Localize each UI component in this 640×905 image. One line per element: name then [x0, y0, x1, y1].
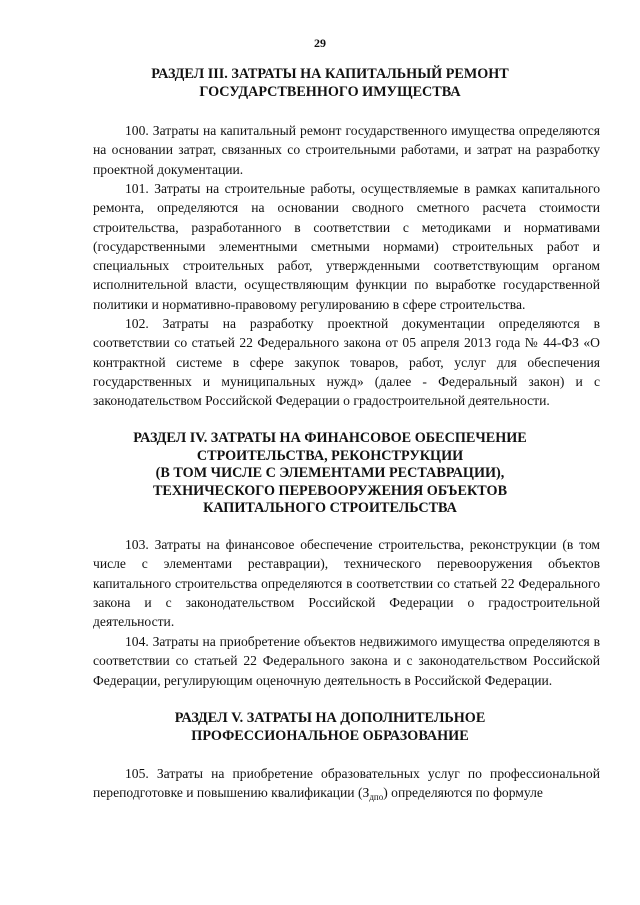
section-4-heading — [60, 430, 600, 518]
formula-symbol: $(З_{дпо})$ — [357, 785, 388, 803]
section-5-heading-line: ПРОФЕССИОНАЛЬНОЕ ОБРАЗОВАНИЕ — [191, 727, 469, 744]
paragraph-102: 102. Затраты на разработку проектной документации определяются в соответствии со статьей 22 Федерального закона от 05 апреля 2013 года № 44-ФЗ «О контрактной системе в сфере закупок товаров, работ, услуг для обеспечения государственных и муниципальных нужд» (далее - Федеральный закон) и с законодательством Российской Федерации о градостроительной деятельности. — [93, 316, 600, 409]
formula-symbol-subscript: дпо — [369, 792, 384, 803]
section-4-heading-line: ТЕХНИЧЕСКОГО ПЕРЕВООРУЖЕНИЯ ОБЪЕКТОВ — [152, 482, 508, 499]
section-4-heading-line: (В ТОМ ЧИСЛЕ С ЭЛЕМЕНТАМИ РЕСТАВРАЦИИ), — [155, 465, 505, 481]
section-5-heading-line: РАЗДЕЛ V. ЗАТРАТЫ НА ДОПОЛНИТЕЛЬНОЕ — [174, 710, 486, 726]
section-4-heading-line: КАПИТАЛЬНОГО СТРОИТЕЛЬСТВА — [203, 500, 457, 516]
section-3-heading — [60, 66, 600, 101]
section-3-heading-line: РАЗДЕЛ III. ЗАТРАТЫ НА КАПИТАЛЬНЫЙ РЕМОНТ — [151, 66, 509, 82]
paragraph-103: 103. Затраты на финансовое обеспечение строительства, реконструкции (в том числе с элементами реставрации), технического перевооружения объектов капитального строительства определяются в соответствии со статьей 22 Федерального закона и с законодательством Российской Федерации о градостроительной деятельности. — [93, 537, 600, 630]
section-4-heading-line: СТРОИТЕЛЬСТВА, РЕКОНСТРУКЦИИ — [196, 447, 464, 464]
paragraph-105-tail: определяются по формуле — [391, 785, 543, 801]
section-5-heading — [60, 710, 600, 745]
paragraph-101: 101. Затраты на строительные работы, осуществляемые в рамках капитального ремонта, определяются на основании сводного сметного расчета стоимости строительства, разработанного в соответствии с методиками и нормативами (государственными элементными сметными нормами) строительных работ и специальных строительных работ, утвержденными соответствующим органом исполнительной власти, осуществляющим функции по выработке государственной политики и нормативно-правовому регулированию в сфере строительства. — [93, 181, 600, 312]
page-number: 29 — [314, 36, 326, 50]
paragraph-104: 104. Затраты на приобретение объектов недвижимого имущества определяются в соответствии со статьей 22 Федерального закона и с законодательством Российской Федерации, регулирующим оценочную деятельность в Российской Федерации. — [93, 634, 600, 688]
formula-symbol-letter: З — [362, 785, 370, 801]
paragraph-100: 100. Затраты на капитальный ремонт государственного имущества определяются на основании затрат, связанных со строительными работами, и затрат на разработку проектной документации. — [93, 123, 600, 177]
section-3-heading-line: ГОСУДАРСТВЕННОГО ИМУЩЕСТВА — [199, 83, 461, 100]
paragraph-105-text: 105. Затраты на приобретение образовательных услуг по профессиональной переподготовке и повышению квалификации — [93, 766, 600, 801]
paragraph-105 — [93, 764, 600, 808]
section-4-heading-line: РАЗДЕЛ IV. ЗАТРАТЫ НА ФИНАНСОВОЕ ОБЕСПЕЧЕНИЕ — [133, 430, 527, 446]
